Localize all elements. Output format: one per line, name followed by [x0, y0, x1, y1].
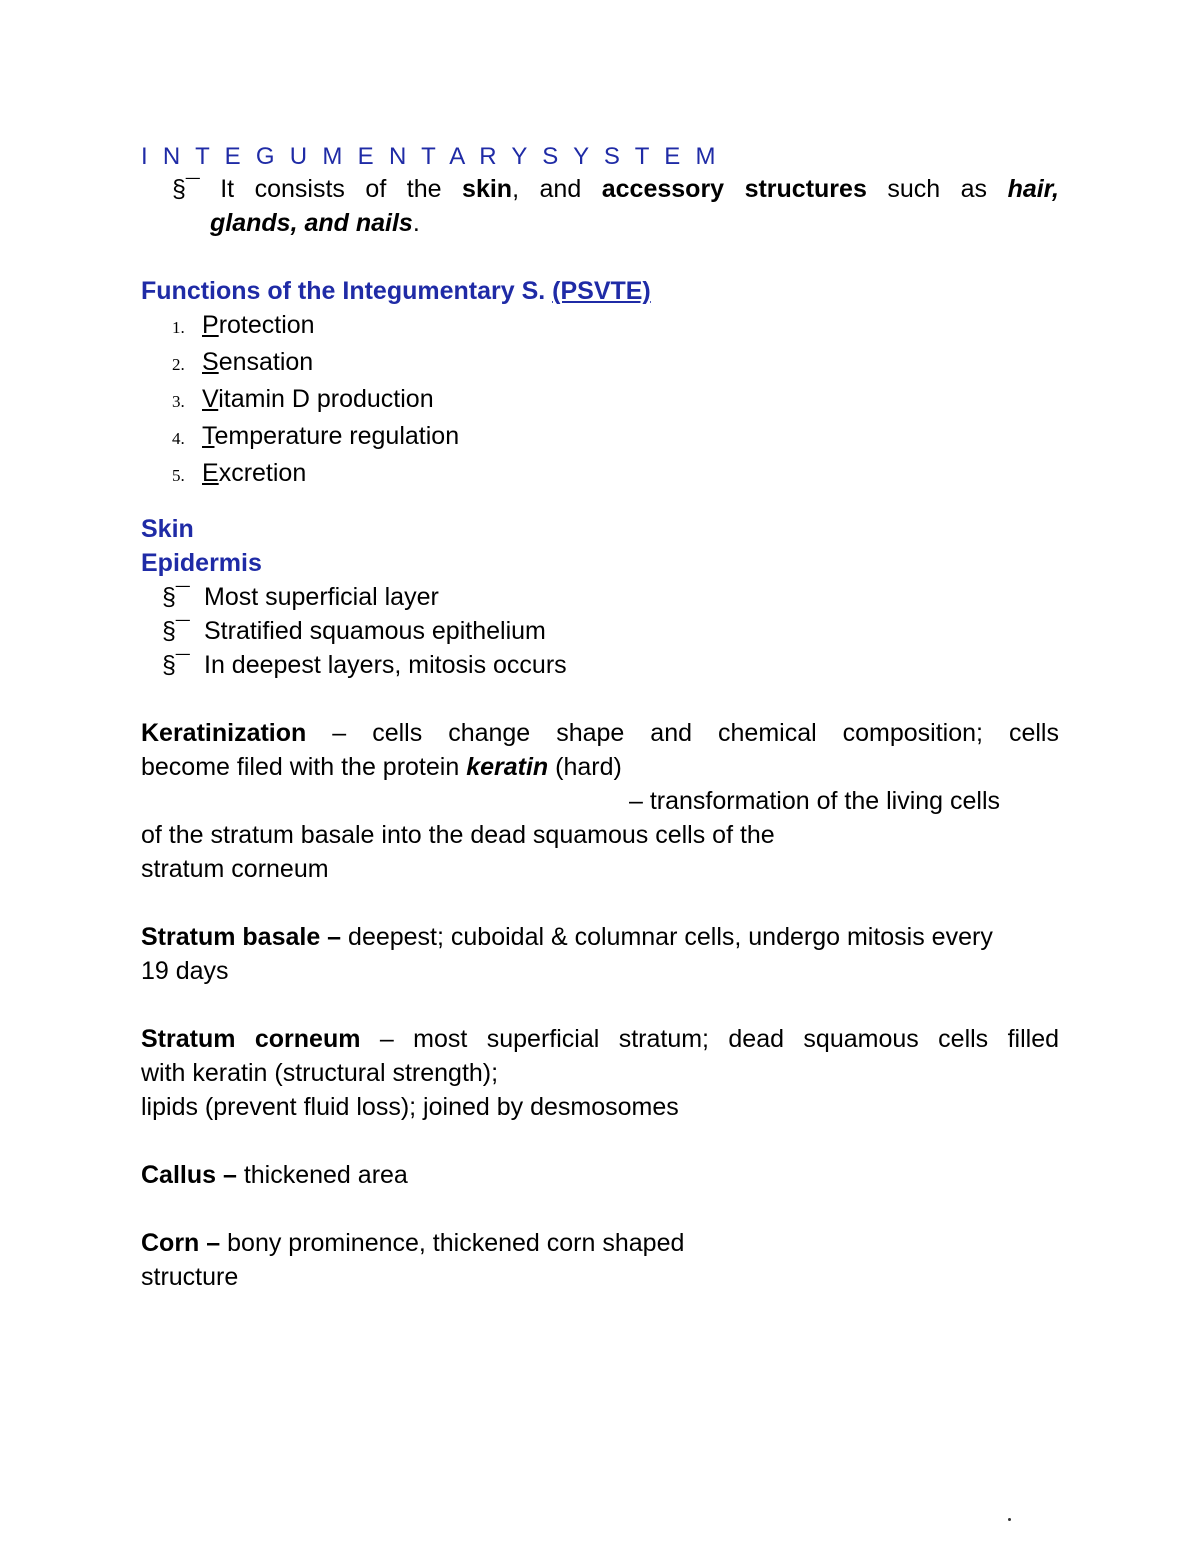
list-item: 5. Excretion	[172, 459, 307, 487]
term-corn: Corn –	[141, 1229, 221, 1257]
term-keratinization: Keratinization	[141, 719, 307, 747]
term-accessory-structures: accessory structures	[601, 175, 867, 203]
acronym-psvte: (PSVTE)	[552, 277, 651, 305]
skin-heading: Skin	[141, 515, 194, 543]
list-item: §¯ In deepest layers, mitosis occurs	[162, 651, 567, 679]
epidermis-list	[162, 580, 1080, 682]
stratum-basale-paragraph: Stratum basale – deepest; cuboidal & columnar cells, undergo mitosis every 19 days	[141, 923, 993, 985]
list-item: 3. Vitamin D production	[172, 385, 434, 413]
term-hair: hair,	[1007, 175, 1059, 203]
term-keratin: keratin	[466, 753, 549, 781]
functions-heading: Functions of the Integumentary S. (PSVTE)	[141, 277, 651, 305]
intro-line-2: glands, and nails.	[210, 209, 420, 237]
epidermis-heading: Epidermis	[141, 549, 262, 577]
term-stratum-corneum: Stratum corneum	[141, 1025, 361, 1053]
term-skin: skin	[462, 175, 513, 203]
bullet-symbol: §¯	[172, 175, 200, 203]
list-item: 1. Protection	[172, 311, 315, 339]
page-title: I N T E G U M E N T A R Y S Y S T E M	[141, 143, 720, 170]
list-item: §¯ Stratified squamous epithelium	[162, 617, 546, 645]
functions-list	[172, 308, 1090, 493]
page-marker-dot	[1008, 1518, 1011, 1521]
stratum-corneum-paragraph: Stratum corneum – most superficial stratum; dead squamous cells filled with keratin (structural strength); lipids (prevent fluid loss); joined by desmosomes	[141, 1025, 1060, 1121]
list-item: 2. Sensation	[172, 348, 314, 376]
list-item: 4. Temperature regulation	[172, 422, 460, 450]
term-callus: Callus –	[141, 1161, 237, 1189]
intro-paragraph	[172, 172, 1059, 240]
term-stratum-basale: Stratum basale –	[141, 923, 342, 951]
intro-line-1: §¯ It consists of the skin, and accessory structures such as hair,	[172, 175, 1059, 203]
list-item: §¯ Most superficial layer	[162, 583, 439, 611]
keratinization-paragraph: Keratinization – cells change shape and chemical composition; cells become filed with the protein keratin (hard) – transformation of the living cells of the stratum basale into the dead squamous cells of the stratum corneum	[141, 719, 1059, 883]
term-glands-nails: glands, and nails	[210, 209, 413, 237]
corn-paragraph: Corn – bony prominence, thickened corn shaped structure	[141, 1229, 685, 1291]
callus-paragraph: Callus – thickened area	[141, 1161, 408, 1189]
